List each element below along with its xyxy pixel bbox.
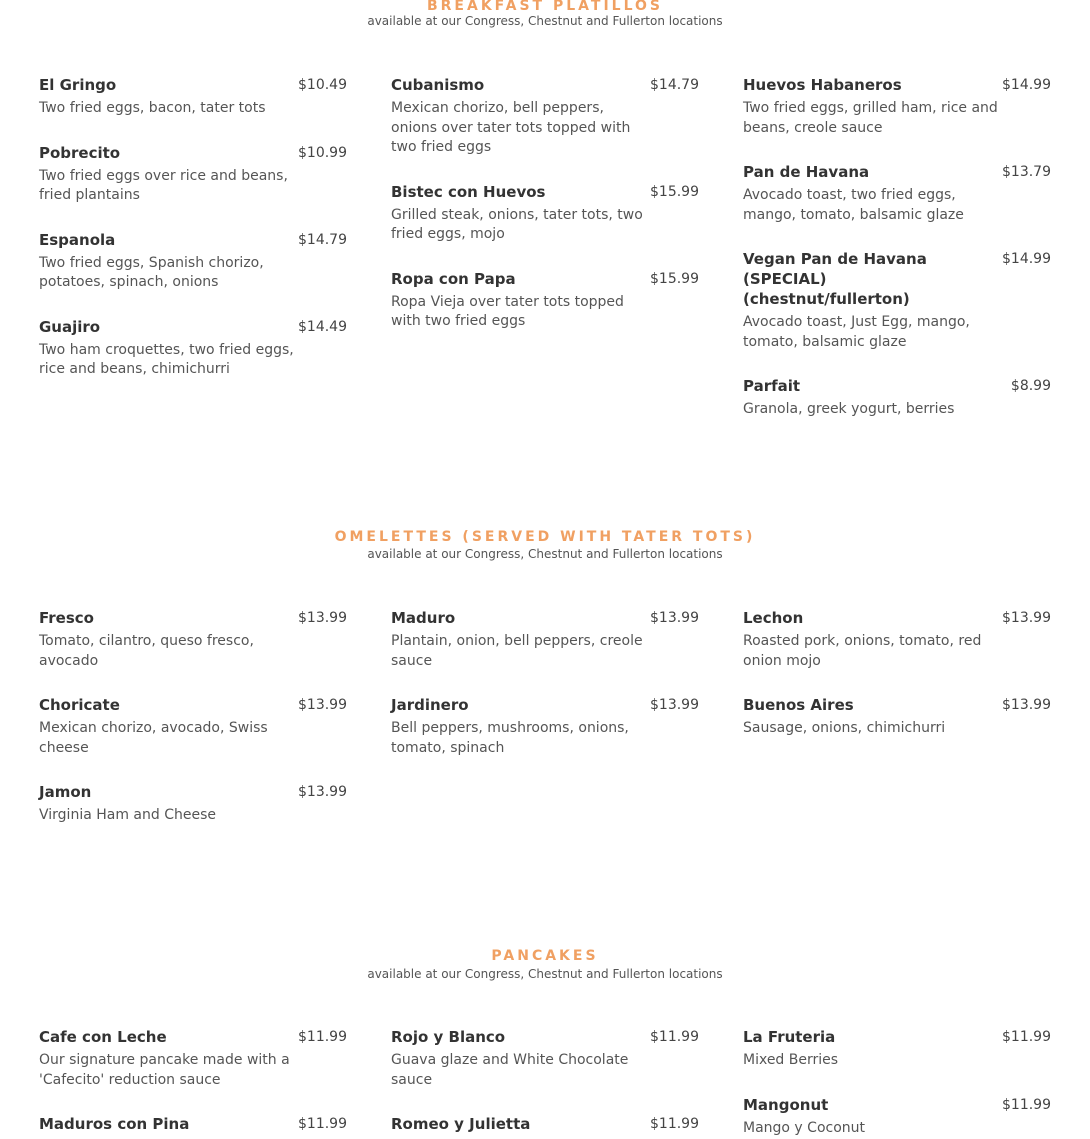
section-title: BREAKFAST PLATILLOS [426,0,663,14]
item-name: Maduro [391,609,456,627]
menu-column-2 [391,75,699,356]
menu-item [743,376,1051,420]
menu-column-1 [39,75,347,404]
item-price: $11.99 [298,1116,347,1132]
item-price: $13.99 [650,610,699,626]
menu-item [391,1027,699,1090]
item-name: La Fruteria [743,1028,836,1046]
section-subtitle: available at our Congress, Chestnut and Fullerton locations [367,14,723,28]
item-name: Maduros con Pina [39,1115,190,1133]
item-price: $13.99 [650,697,699,713]
menu-item [391,182,699,245]
menu-item [743,695,1051,739]
item-price: $10.49 [298,77,347,93]
item-name: Jardinero [391,696,469,714]
menu-column-1 [39,608,347,850]
item-description: Two ham croquettes, two fried eggs, rice and beans, chimichurri [39,341,294,377]
section-title: OMELETTES (SERVED WITH TATER TOTS) [334,529,756,545]
item-price: $15.99 [650,183,699,200]
item-description: Two fried eggs over rice and beans, fried plantains [39,167,288,203]
item-description: Mixed Berries [743,1052,839,1068]
item-description: Granola, greek yogurt, berries [743,401,955,417]
item-price: $11.99 [1002,1029,1051,1045]
item-description: Virginia Ham and Cheese [39,807,217,823]
item-name: Fresco [39,609,94,627]
item-price: $11.99 [298,1029,347,1045]
section-omelettes [0,527,1090,907]
section-pancakes [0,946,1090,1139]
item-name: Huevos Habaneros [743,76,902,94]
item-description: Bell peppers, mushrooms, onions, tomato, spinach [391,720,629,756]
item-name: Romeo y Julietta [391,1115,531,1133]
item-price: $11.99 [650,1116,699,1132]
item-name: Ropa con Papa [391,269,516,288]
menu-column-3 [743,75,1051,444]
item-description: Mango y Coconut [743,1119,866,1136]
section-title: PANCAKES [491,948,599,964]
menu-item [39,782,347,826]
item-description: Avocado toast, two fried eggs, mango, tomato, balsamic glaze [743,187,964,223]
menu-item [39,143,347,206]
item-description: Guava glaze and White Chocolate sauce [391,1052,629,1088]
menu-column-2 [391,1027,699,1139]
item-price: $14.99 [1002,77,1051,93]
item-name: El Gringo [39,76,117,94]
menu-item [39,608,347,671]
menu-item [743,608,1051,671]
menu-item [391,75,699,158]
menu-item [39,695,347,758]
item-name: Jamon [39,783,92,801]
item-description: Sausage, onions, chimichurri [743,720,946,736]
menu-item [391,269,699,332]
menu-item [743,249,1051,352]
menu-item [39,317,347,380]
item-description: Two fried eggs, Spanish chorizo, potatoes, spinach, onions [39,254,264,290]
menu-item [39,75,347,119]
menu-item [743,75,1051,138]
item-price: $13.99 [298,610,347,626]
item-price: $14.79 [298,231,347,248]
menu-item [39,230,347,293]
menu-column-1 [39,1027,347,1139]
section-subtitle: available at our Congress, Chestnut and Fullerton locations [367,967,723,981]
item-name: Choricate [39,696,120,714]
item-name: Cafe con Leche [39,1028,167,1046]
item-name: Buenos Aires [743,696,854,714]
item-name: Espanola [39,230,116,249]
item-description: Mexican chorizo, avocado, Swiss cheese [39,720,268,756]
item-price: $13.99 [1002,610,1051,626]
item-name: Guajiro [39,317,101,336]
section-breakfast-platillos [0,0,1090,480]
item-price: $14.99 [1002,251,1051,267]
menu-item [743,1027,1051,1071]
item-name: Cubanismo [391,76,485,94]
menu-item [391,608,699,671]
section-subtitle: available at our Congress, Chestnut and Fullerton locations [367,547,723,561]
item-price: $11.99 [1002,1096,1051,1113]
item-name: Pan de Havana [743,163,870,181]
item-description: Our signature pancake made with a 'Cafecito' reduction sauce [39,1052,290,1088]
item-price: $13.99 [298,784,347,800]
menu-item [39,1114,347,1134]
item-description: Mexican chorizo, bell peppers, onions over tater tots topped with two fried eggs [391,100,631,155]
menu-item [391,695,699,758]
item-name: Vegan Pan de Havana (SPECIAL) (chestnut/fullerton) [743,250,927,308]
item-price: $11.99 [650,1029,699,1045]
item-price: $8.99 [1010,378,1051,394]
menu-item [743,1095,1051,1139]
item-description: Grilled steak, onions, tater tots, two fried eggs, mojo [391,206,643,242]
item-name: Pobrecito [39,143,121,162]
item-description: Tomato, cilantro, queso fresco, avocado [39,633,254,669]
item-description: Ropa Vieja over tater tots topped with two fried eggs [391,293,624,329]
item-name: Parfait [743,377,801,395]
item-price: $14.79 [650,77,699,93]
item-price: $14.49 [298,318,347,335]
item-price: $13.99 [1002,697,1051,713]
item-price: $15.99 [650,270,699,287]
menu-item [391,1114,699,1134]
item-name: Rojo y Blanco [391,1028,506,1046]
item-description: Avocado toast, Just Egg, mango, tomato, balsamic glaze [743,314,970,350]
item-price: $13.99 [298,697,347,713]
item-description: Two fried eggs, grilled ham, rice and beans, creole sauce [743,100,998,136]
item-price: $13.79 [1002,164,1051,180]
menu-item [743,162,1051,225]
menu-column-3 [743,1027,1051,1139]
item-description: Roasted pork, onions, tomato, red onion mojo [743,633,982,669]
menu-column-3 [743,608,1051,763]
item-description: Two fried eggs, bacon, tater tots [39,100,266,116]
item-name: Mangonut [743,1095,829,1114]
item-name: Lechon [743,609,804,627]
item-name: Bistec con Huevos [391,182,546,201]
menu-column-2 [391,608,699,782]
menu-item [39,1027,347,1090]
item-price: $10.99 [298,144,347,161]
item-description: Plantain, onion, bell peppers, creole sauce [391,633,643,669]
